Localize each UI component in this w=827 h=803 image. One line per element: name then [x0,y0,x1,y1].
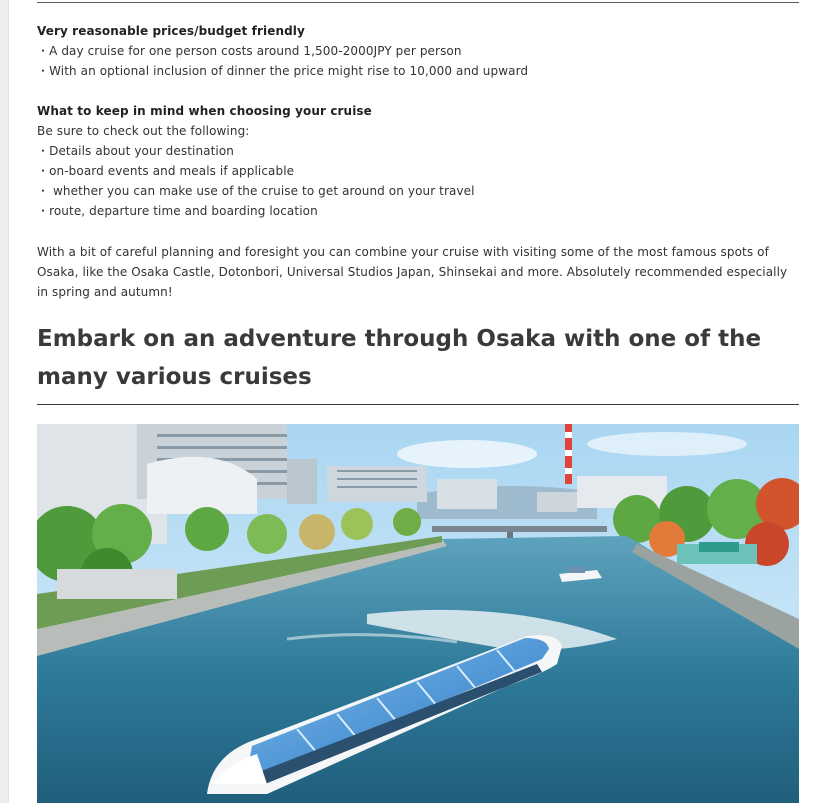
keep-in-mind-bullet-3: ・ whether you can make use of the cruise to get around on your travel [37,184,475,198]
keep-in-mind-subheading: What to keep in mind when choosing your cruise [37,104,372,118]
keep-in-mind-section [37,101,799,221]
keep-in-mind-bullet-1: ・Details about your destination [37,144,234,158]
planning-paragraph: With a bit of careful planning and foresight you can combine your cruise with visiting some of the most famous spots of Osaka, like the Osaka Castle, Dotonbori, Universal Studios Japan, Shinsekai and more. Absolutely recommended especially in spring and autumn! [37,245,788,299]
budget-section [37,21,799,81]
keep-in-mind-intro: Be sure to check out the following: [37,124,250,138]
keep-in-mind-bullet-2: ・on-board events and meals if applicable [37,164,295,178]
budget-subheading: Very reasonable prices/budget friendly [37,24,305,38]
budget-bullet-1: ・A day cruise for one person costs around 1,500-2000JPY per person [37,44,462,58]
osaka-river-cruise-photo [37,424,799,803]
main-heading: Embark on an adventure through Osaka with one of the many various cruises [37,326,762,390]
heading-underline [37,404,799,405]
budget-bullet-2: ・With an optional inclusion of dinner the price might rise to 10,000 and upward [37,64,529,78]
page-left-edge [0,0,9,803]
section-divider [37,2,799,3]
keep-in-mind-bullet-4: ・route, departure time and boarding location [37,204,318,218]
